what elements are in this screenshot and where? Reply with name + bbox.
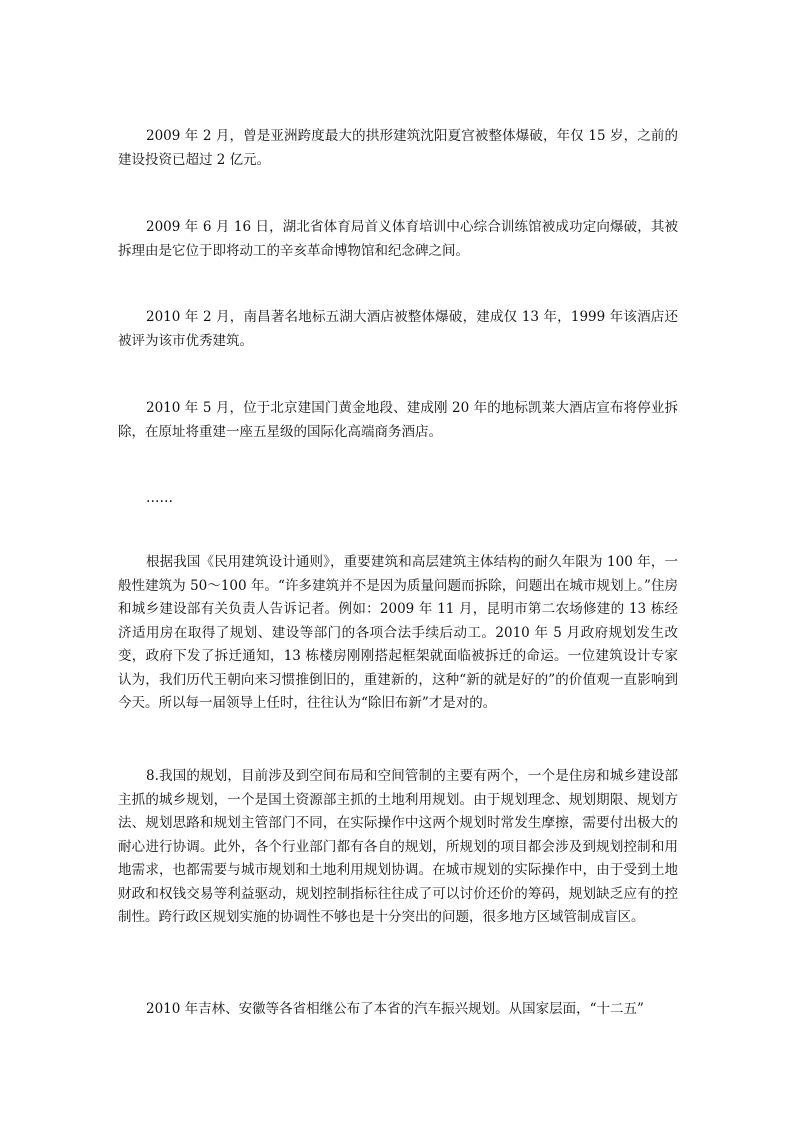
paragraph-hubei-training-center: 2009 年 6 月 16 日，湖北省体育局首义体育培训中心综合训练馆被成功定向爆破，其被拆理由是它位于即将动工的辛亥革命博物馆和纪念碑之间。 — [118, 219, 678, 259]
paragraph-ellipsis: …… — [146, 490, 173, 506]
paragraph-nanchang-wuhu-hotel: 2010 年 2 月，南昌著名地标五湖大酒店被整体爆破，建成仅 13 年，1999 年该酒店还被评为该市优秀建筑。 — [118, 309, 678, 349]
paragraph-building-code: 根据我国《民用建筑设计通则》，重要建筑和高层建筑主体结构的耐久年限为 100 年，一般性建筑为 50～100 年。“许多建筑并不是因为质量问题而拆除，问题出在城市规划上。”住房和城乡建设部有关负责人告诉记者。例如：2009 年 11 月，昆明市第二农场修建的 13 栋经济适用房在取得了规划、建设等部门的各项合法手续后动工。2010 年 5 月政府规划发生改变，政府下发了拆迁通知，13 栋楼房刚刚搭起框架就面临被拆迁的命运。一位建筑设计专家认为，我们历代王朝向来习惯推倒旧的，重建新的，这种“新的就是好的”的价值观一直影响到今天。所以每一届领导上任时，往往认为“除旧布新”才是对的。 — [118, 554, 678, 711]
paragraph-shenyang-summer-palace: 2009 年 2 月，曾是亚洲跨度最大的拱形建筑沈阳夏宫被整体爆破，年仅 15 岁，之前的建设投资已超过 2 亿元。 — [118, 128, 678, 168]
paragraph-beijing-kailai-hotel: 2010 年 5 月，位于北京建国门黄金地段、建成刚 20 年的地标凯莱大酒店宣布将停业拆除，在原址将重建一座五星级的国际化高端商务酒店。 — [118, 400, 678, 440]
paragraph-planning-item-8: 8.我国的规划，目前涉及到空间布局和空间管制的主要有两个，一个是住房和城乡建设部主抓的城乡规划，一个是国土资源部主抓的土地利用规划。由于规划理念、规划期限、规划方法、规划思路和规划主管部门不同，在实际操作中这两个规划时常发生摩擦，需要付出极大的耐心进行协调。此外，各个行业部门都有各自的规划，所规划的项目都会涉及到规划控制和用地需求，也都需要与城市规划和土地利用规划协调。在城市规划的实际操作中，由于受到土地财政和权钱交易等利益驱动，规划控制指标往往成了可以讨价还价的筹码，规划缺乏应有的控制性。跨行政区规划实施的协调性不够也是十分突出的问题，很多地方区域管制成盲区。 — [118, 768, 678, 925]
paragraph-auto-plan: 2010 年吉林、安徽等各省相继公布了本省的汽车振兴规划。从国家层面，“十二五” — [146, 1001, 644, 1017]
